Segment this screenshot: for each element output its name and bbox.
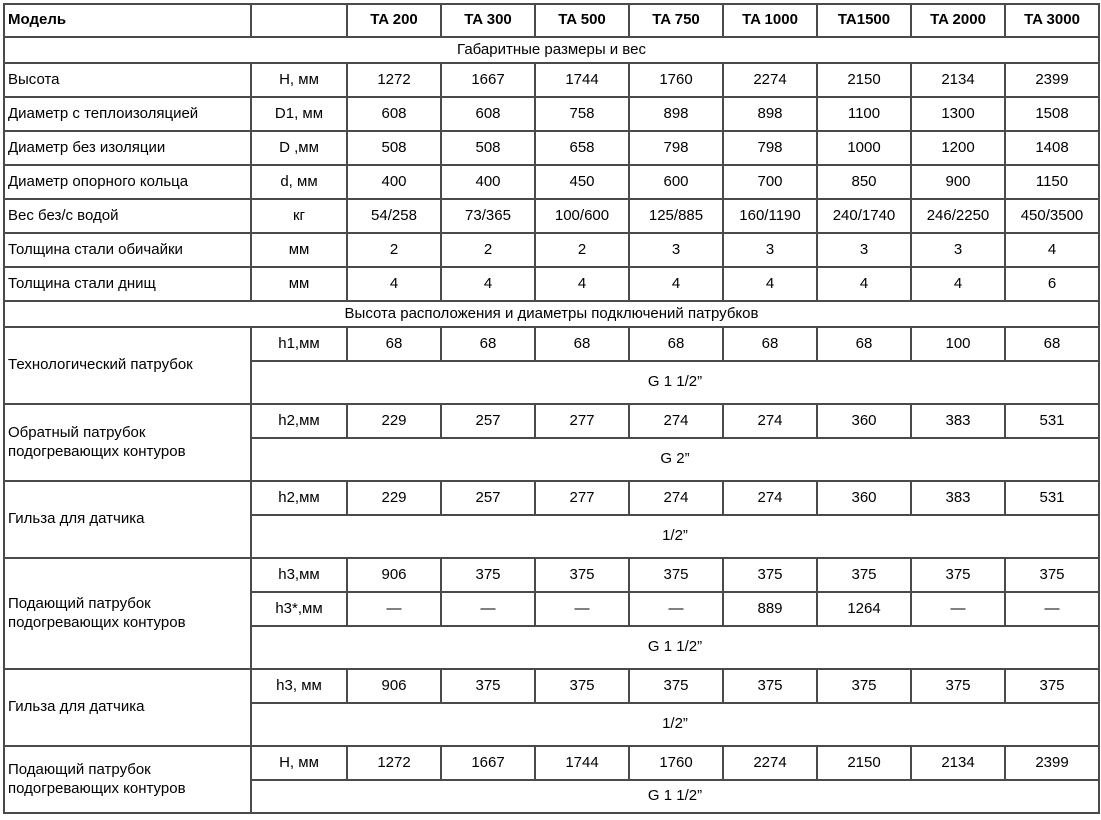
spec-value: 600 — [629, 165, 723, 199]
spec-value: 1667 — [441, 746, 535, 780]
section-header-row — [4, 301, 1099, 327]
thread-size: 1/2” — [251, 515, 1099, 558]
unit-label: d, мм — [251, 165, 347, 199]
spec-value: 450 — [535, 165, 629, 199]
spec-label: Высота — [4, 63, 251, 97]
thread-size: G 1 1/2” — [251, 361, 1099, 404]
spec-value: 125/885 — [629, 199, 723, 233]
spec-value: 375 — [441, 558, 535, 592]
spec-value: 898 — [723, 97, 817, 131]
spec-value: 3 — [629, 233, 723, 267]
spec-label: Гильза для датчика — [4, 669, 251, 746]
spec-value: — — [911, 592, 1005, 626]
section-title: Габаритные размеры и вес — [4, 37, 1099, 63]
spec-value: 375 — [629, 669, 723, 703]
spec-value: 375 — [911, 669, 1005, 703]
spec-value: 3 — [911, 233, 1005, 267]
unit-label: H, мм — [251, 746, 347, 780]
spec-row — [4, 558, 1099, 592]
spec-row — [4, 267, 1099, 301]
model-column-title: Модель — [4, 4, 251, 37]
spec-value: 274 — [723, 481, 817, 515]
unit-label: h3,мм — [251, 558, 347, 592]
spec-value: 274 — [629, 481, 723, 515]
model-name: TA 3000 — [1005, 4, 1099, 37]
spec-value: 2 — [535, 233, 629, 267]
spec-row — [4, 746, 1099, 780]
spec-value: 68 — [535, 327, 629, 361]
spec-value: 906 — [347, 669, 441, 703]
spec-label: Диаметр опорного кольца — [4, 165, 251, 199]
spec-value: 906 — [347, 558, 441, 592]
spec-value: 4 — [347, 267, 441, 301]
spec-value: 229 — [347, 481, 441, 515]
spec-value: 508 — [441, 131, 535, 165]
spec-value: — — [629, 592, 723, 626]
spec-value: 1744 — [535, 63, 629, 97]
spec-value: 2 — [347, 233, 441, 267]
spec-value: 257 — [441, 404, 535, 438]
spec-value: 400 — [441, 165, 535, 199]
spec-row — [4, 131, 1099, 165]
spec-value: 68 — [441, 327, 535, 361]
spec-value: 4 — [1005, 233, 1099, 267]
spec-label: Технологический патрубок — [4, 327, 251, 404]
section-title: Высота расположения и диаметры подключений патрубков — [4, 301, 1099, 327]
spec-value: 608 — [347, 97, 441, 131]
spec-value: 3 — [723, 233, 817, 267]
spec-value: 700 — [723, 165, 817, 199]
spec-value: 73/365 — [441, 199, 535, 233]
spec-label: Гильза для датчика — [4, 481, 251, 558]
spec-value: 68 — [723, 327, 817, 361]
spec-value: 2274 — [723, 63, 817, 97]
spec-label: Толщина стали днищ — [4, 267, 251, 301]
spec-value: 1264 — [817, 592, 911, 626]
spec-label: Вес без/с водой — [4, 199, 251, 233]
spec-value: 68 — [347, 327, 441, 361]
spec-value: 889 — [723, 592, 817, 626]
spec-value: 531 — [1005, 481, 1099, 515]
unit-label: h2,мм — [251, 404, 347, 438]
spec-value: 100 — [911, 327, 1005, 361]
spec-row — [4, 669, 1099, 703]
model-name: TA 2000 — [911, 4, 1005, 37]
spec-value: 6 — [1005, 267, 1099, 301]
spec-value: 375 — [629, 558, 723, 592]
spec-value: 798 — [629, 131, 723, 165]
spec-value: 4 — [535, 267, 629, 301]
unit-label: h3, мм — [251, 669, 347, 703]
spec-value: — — [347, 592, 441, 626]
spec-value: 375 — [817, 558, 911, 592]
spec-value: 375 — [535, 558, 629, 592]
spec-value: 277 — [535, 404, 629, 438]
spec-table — [3, 3, 1100, 814]
unit-label: D1, мм — [251, 97, 347, 131]
spec-value: 240/1740 — [817, 199, 911, 233]
spec-value: 1200 — [911, 131, 1005, 165]
spec-value: 2150 — [817, 63, 911, 97]
spec-value: 54/258 — [347, 199, 441, 233]
model-name: TA 500 — [535, 4, 629, 37]
spec-value: 1667 — [441, 63, 535, 97]
spec-value: 68 — [629, 327, 723, 361]
spec-value: 383 — [911, 404, 1005, 438]
unit-label: D ,мм — [251, 131, 347, 165]
spec-value: 758 — [535, 97, 629, 131]
spec-value: 375 — [535, 669, 629, 703]
spec-value: 274 — [723, 404, 817, 438]
spec-value: 2134 — [911, 63, 1005, 97]
spec-value: 4 — [441, 267, 535, 301]
spec-label: Диаметр с теплоизоляцией — [4, 97, 251, 131]
spec-value: 360 — [817, 481, 911, 515]
spec-value: 375 — [441, 669, 535, 703]
spec-label: Обратный патрубок подогревающих контуров — [4, 404, 251, 481]
spec-value: — — [1005, 592, 1099, 626]
spec-row — [4, 199, 1099, 233]
model-header-row — [4, 4, 1099, 37]
spec-value: 277 — [535, 481, 629, 515]
spec-value: 375 — [911, 558, 1005, 592]
spec-row — [4, 481, 1099, 515]
spec-value: 2 — [441, 233, 535, 267]
spec-value: 1300 — [911, 97, 1005, 131]
thread-size: G 2” — [251, 438, 1099, 481]
unit-label: мм — [251, 267, 347, 301]
spec-value: 1272 — [347, 746, 441, 780]
thread-size: G 1 1/2” — [251, 626, 1099, 669]
spec-value: 1408 — [1005, 131, 1099, 165]
spec-value: 508 — [347, 131, 441, 165]
spec-value: 850 — [817, 165, 911, 199]
spec-value: 1760 — [629, 63, 723, 97]
spec-row — [4, 165, 1099, 199]
spec-value: 450/3500 — [1005, 199, 1099, 233]
spec-value: 4 — [911, 267, 1005, 301]
spec-value: 2399 — [1005, 746, 1099, 780]
spec-value: 2274 — [723, 746, 817, 780]
spec-value: 375 — [1005, 669, 1099, 703]
spec-value: 160/1190 — [723, 199, 817, 233]
spec-value: — — [535, 592, 629, 626]
unit-label: h2,мм — [251, 481, 347, 515]
model-name: TA1500 — [817, 4, 911, 37]
spec-row — [4, 63, 1099, 97]
spec-value: 274 — [629, 404, 723, 438]
spec-row — [4, 327, 1099, 361]
spec-value: 1000 — [817, 131, 911, 165]
spec-value: — — [441, 592, 535, 626]
spec-label: Подающий патрубок подогревающих контуров — [4, 746, 251, 813]
spec-label: Подающий патрубок подогревающих контуров — [4, 558, 251, 669]
spec-value: 68 — [817, 327, 911, 361]
spec-row — [4, 404, 1099, 438]
spec-value: 3 — [817, 233, 911, 267]
spec-row — [4, 97, 1099, 131]
spec-value: 257 — [441, 481, 535, 515]
thread-size: G 1 1/2” — [251, 780, 1099, 813]
spec-value: 246/2250 — [911, 199, 1005, 233]
spec-value: 1744 — [535, 746, 629, 780]
unit-label: кг — [251, 199, 347, 233]
section-header-row — [4, 37, 1099, 63]
spec-value: 4 — [817, 267, 911, 301]
model-name: TA 300 — [441, 4, 535, 37]
spec-value: 798 — [723, 131, 817, 165]
spec-value: 1508 — [1005, 97, 1099, 131]
unit-label: мм — [251, 233, 347, 267]
unit-label: H, мм — [251, 63, 347, 97]
spec-value: 375 — [723, 669, 817, 703]
spec-label: Толщина стали обичайки — [4, 233, 251, 267]
spec-value: 900 — [911, 165, 1005, 199]
spec-value: 4 — [629, 267, 723, 301]
spec-value: 100/600 — [535, 199, 629, 233]
spec-value: 1100 — [817, 97, 911, 131]
spec-value: 1150 — [1005, 165, 1099, 199]
spec-value: 383 — [911, 481, 1005, 515]
spec-value: 2150 — [817, 746, 911, 780]
spec-value: 531 — [1005, 404, 1099, 438]
spec-row — [4, 233, 1099, 267]
model-name: TA 750 — [629, 4, 723, 37]
spec-value: 658 — [535, 131, 629, 165]
spec-value: 375 — [1005, 558, 1099, 592]
model-name: TA 200 — [347, 4, 441, 37]
unit-label: h1,мм — [251, 327, 347, 361]
spec-value: 2134 — [911, 746, 1005, 780]
spec-value: 68 — [1005, 327, 1099, 361]
spec-value: 4 — [723, 267, 817, 301]
spec-value: 2399 — [1005, 63, 1099, 97]
spec-value: 400 — [347, 165, 441, 199]
spec-value: 608 — [441, 97, 535, 131]
spec-value: 375 — [817, 669, 911, 703]
unit-column-header — [251, 4, 347, 37]
spec-value: 898 — [629, 97, 723, 131]
unit-label: h3*,мм — [251, 592, 347, 626]
spec-value: 360 — [817, 404, 911, 438]
spec-value: 229 — [347, 404, 441, 438]
model-name: TA 1000 — [723, 4, 817, 37]
spec-value: 375 — [723, 558, 817, 592]
spec-label: Диаметр без изоляции — [4, 131, 251, 165]
spec-value: 1272 — [347, 63, 441, 97]
thread-size: 1/2” — [251, 703, 1099, 746]
spec-value: 1760 — [629, 746, 723, 780]
